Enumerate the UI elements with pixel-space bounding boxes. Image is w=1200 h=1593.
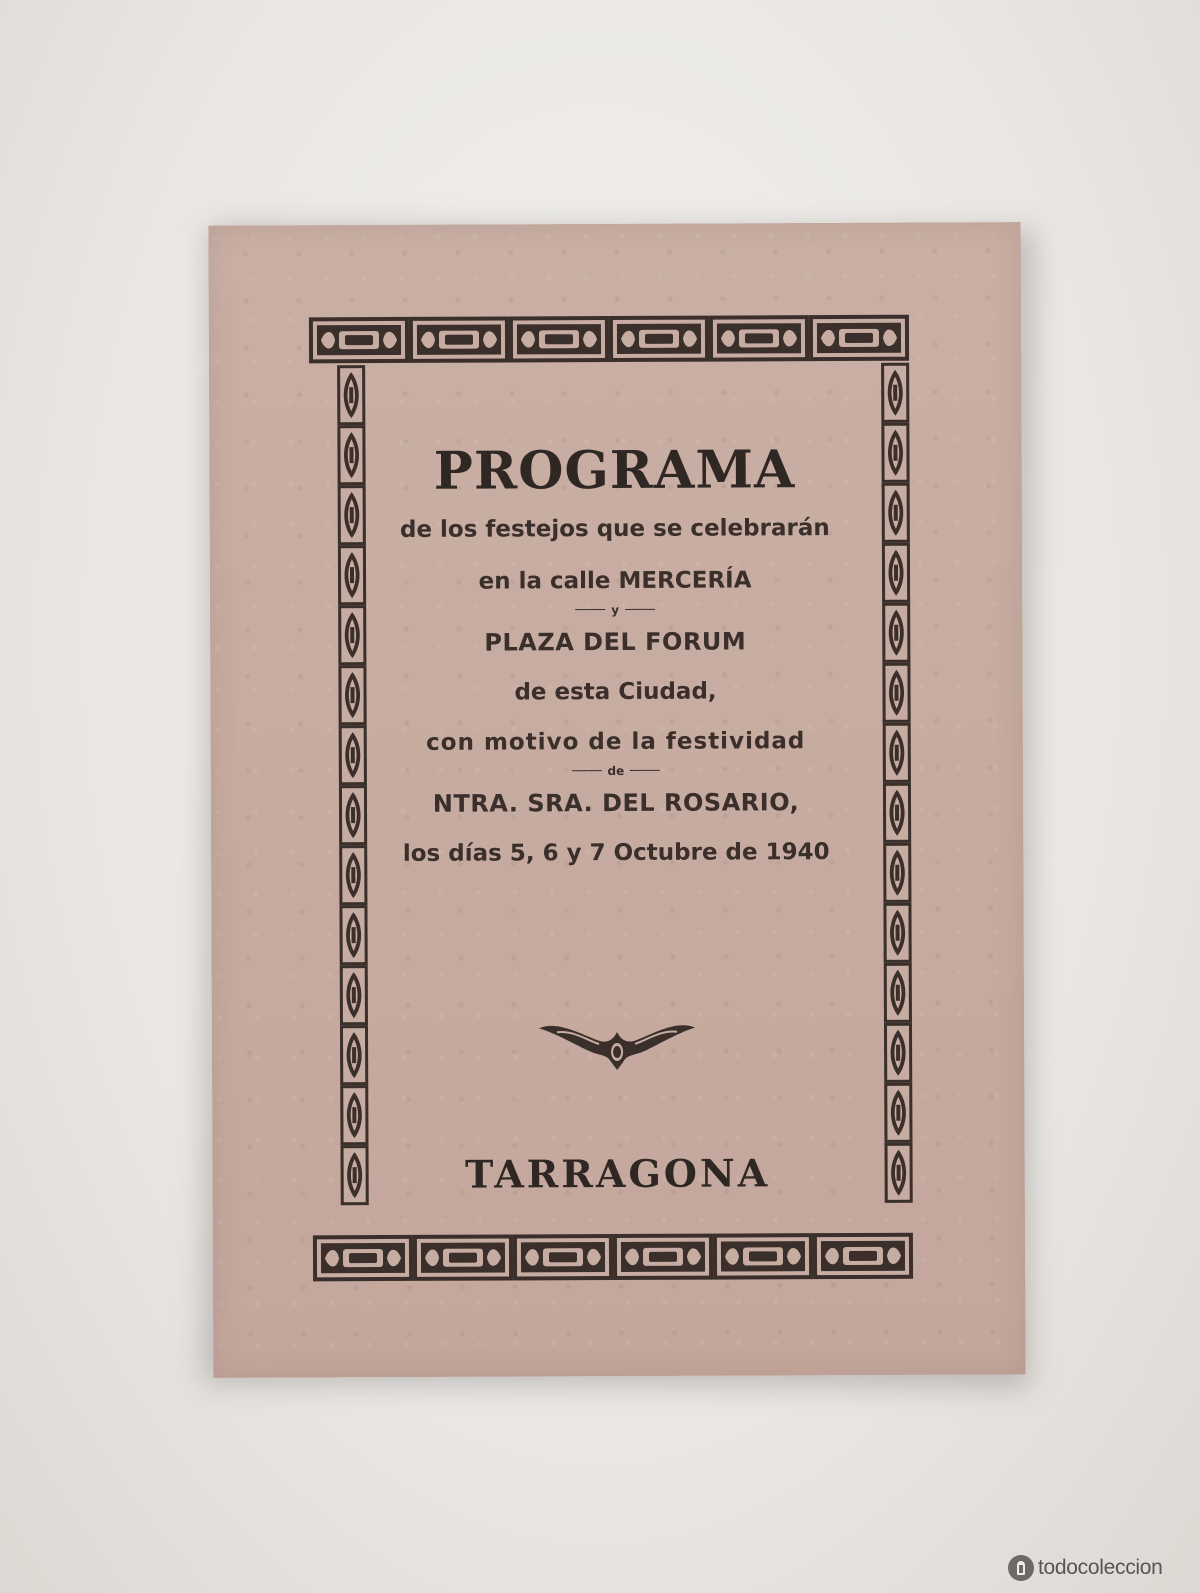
right-border bbox=[881, 363, 913, 1203]
line-ciudad: de esta Ciudad, bbox=[514, 678, 717, 706]
line-rosario: NTRA. SRA. DEL ROSARIO, bbox=[432, 787, 800, 818]
separator-y: y bbox=[380, 602, 850, 618]
flourish-ornament bbox=[539, 1025, 695, 1070]
line-plaza-forum: PLAZA DEL FORUM bbox=[484, 627, 747, 657]
line-festejos: de los festejos que se celebrarán bbox=[399, 515, 830, 543]
line-festividad: con motivo de la festividad bbox=[426, 728, 806, 756]
program-title: PROGRAMA bbox=[433, 439, 796, 502]
program-text bbox=[379, 439, 851, 870]
watermark-text: todocoleccion bbox=[1038, 1556, 1163, 1579]
left-border bbox=[337, 365, 369, 1205]
separator-de: de bbox=[381, 763, 851, 779]
watermark bbox=[1008, 1554, 1163, 1582]
city-name: TARRAGONA bbox=[464, 1150, 771, 1197]
bottom-border bbox=[313, 1233, 913, 1282]
line-merceria: en la calle MERCERÍA bbox=[478, 567, 752, 595]
line-fechas: los días 5, 6 y 7 Octubre de 1940 bbox=[402, 839, 830, 867]
todocoleccion-logo-icon bbox=[1008, 1555, 1034, 1581]
top-border bbox=[309, 315, 909, 364]
program-card bbox=[208, 222, 1025, 1378]
